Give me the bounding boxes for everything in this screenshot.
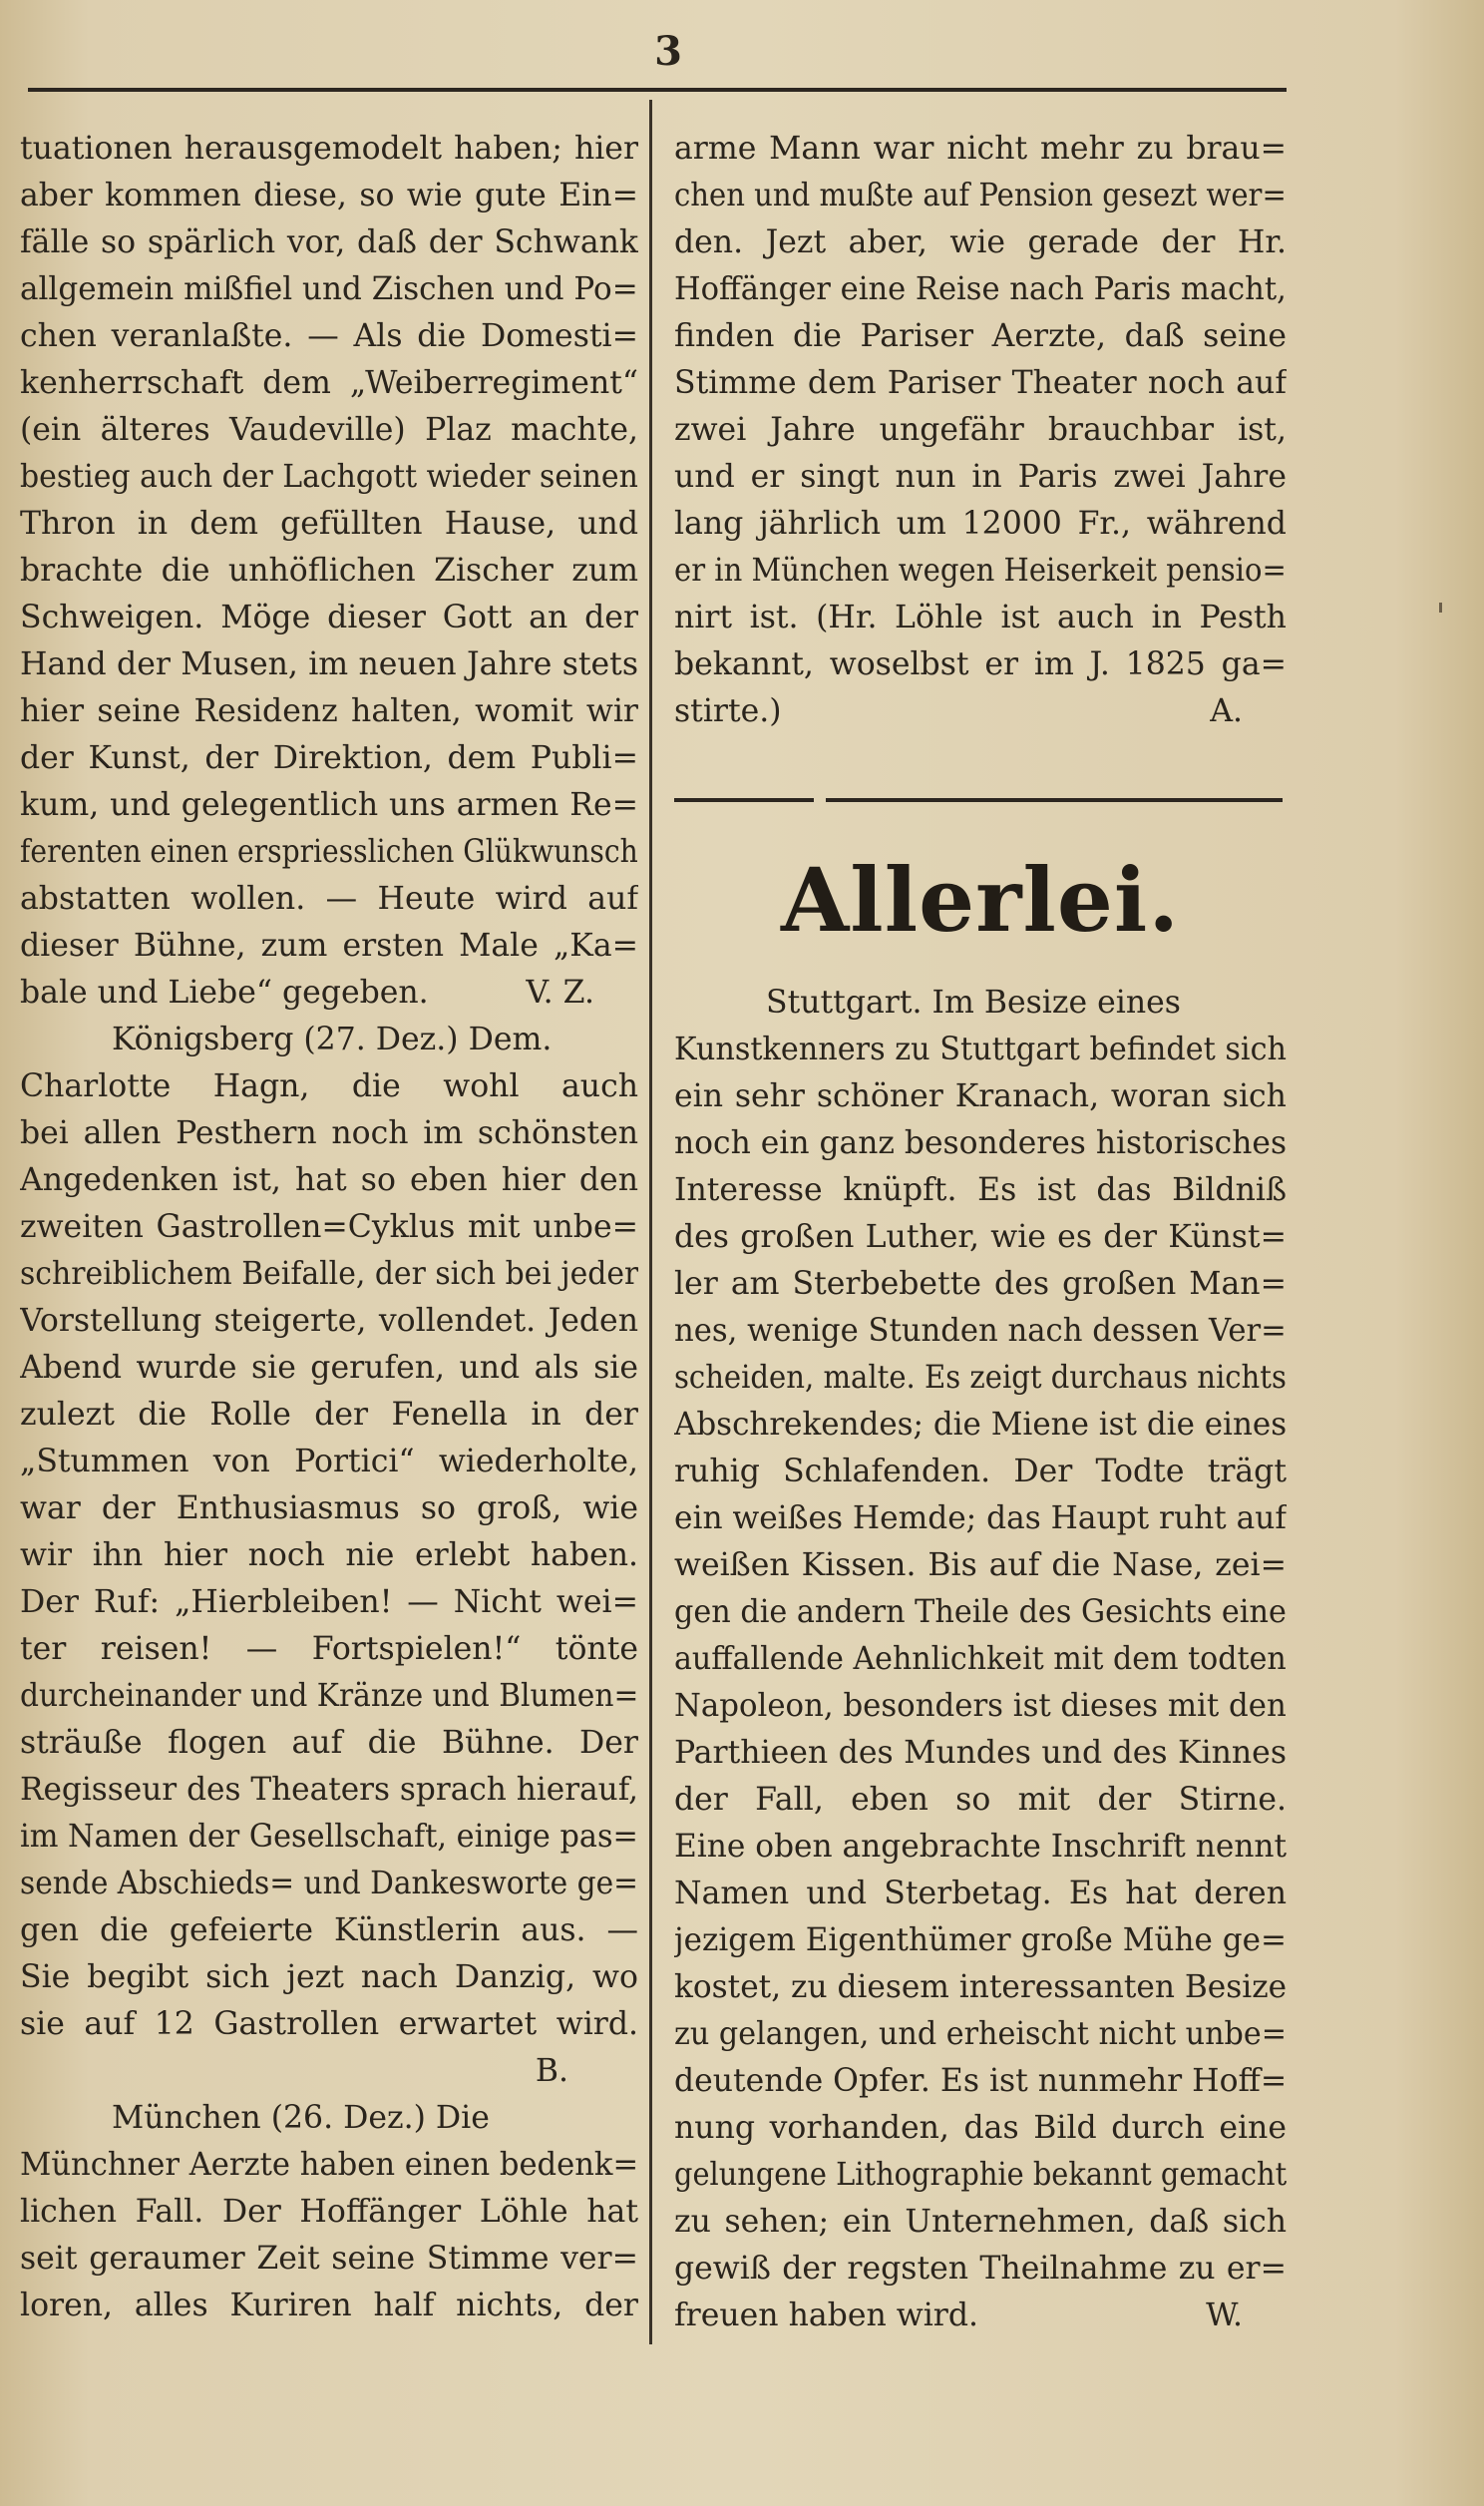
text-line: Hoffänger eine Reise nach Paris macht,	[674, 271, 1287, 307]
text-line: durcheinander und Kränze und Blumen=	[20, 1678, 638, 1714]
section-divider	[674, 798, 1283, 804]
right-column	[674, 126, 1287, 735]
text-line: allgemein mißfiel und Zischen und Po=	[20, 271, 638, 307]
text-line: deutende Opfer. Es ist nunmehr Hoff=	[674, 2063, 1287, 2099]
text-line: Angedenken ist, hat so eben hier den	[20, 1162, 638, 1198]
text-line: noch ein ganz besonderes historisches	[674, 1125, 1287, 1161]
text-line: Hand der Musen, im neuen Jahre stets	[20, 646, 638, 682]
text-line: gelungene Lithographie bekannt gemacht	[674, 2157, 1287, 2193]
text-line: Stimme dem Pariser Theater noch auf	[674, 365, 1287, 401]
dateline: Stuttgart. Im Besize eines	[766, 985, 1181, 1021]
text-line: chen und mußte auf Pension gesezt wer=	[674, 178, 1287, 213]
dateline: Königsberg (27. Dez.) Dem.	[112, 1022, 553, 1057]
page-number: 3	[654, 28, 682, 75]
text-line: zu gelangen, und erheischt nicht unbe=	[674, 2016, 1287, 2052]
text-line: lang jährlich um 12000 Fr., während	[674, 506, 1287, 542]
text-fragment: stirte.)	[674, 693, 782, 729]
text-line: wir ihn hier noch nie erlebt haben.	[20, 1537, 638, 1573]
text-fragment: freuen haben wird.	[674, 2297, 979, 2333]
text-line: Vorstellung steigerte, vollendet. Jeden	[20, 1303, 638, 1339]
text-line: der Fall, eben so mit der Stirne.	[674, 1782, 1287, 1818]
text-line: Sie begibt sich jezt nach Danzig, wo	[20, 1959, 638, 1995]
text-line: gen die andern Theile des Gesichts eine	[674, 1594, 1287, 1630]
text-line: gewiß der regsten Theilnahme zu er=	[674, 2251, 1287, 2287]
text-line: arme Mann war nicht mehr zu brau=	[674, 131, 1287, 167]
theater-report-continued	[20, 126, 638, 1017]
text-line: den. Jezt aber, wie gerade der Hr.	[674, 224, 1287, 260]
text-line: Parthieen des Mundes und des Kinnes	[674, 1735, 1287, 1771]
text-line: ein weißes Hemde; das Haupt ruht auf	[674, 1500, 1287, 1536]
text-line: „Stummen von Portici“ wiederholte,	[20, 1444, 638, 1479]
text-line: hier seine Residenz halten, womit wir	[20, 693, 638, 729]
text-line: dieser Bühne, zum ersten Male „Ka=	[20, 928, 638, 964]
text-line-with-signature	[674, 2293, 1287, 2339]
koenigsberg-report	[20, 1017, 638, 2095]
text-line: bestieg auch der Lachgott wieder seinen	[20, 459, 638, 495]
divider-segment	[826, 798, 1283, 802]
stuttgart-report	[674, 980, 1287, 2339]
text-line: des großen Luther, wie es der Künst=	[674, 1219, 1287, 1255]
text-line: fälle so spärlich vor, daß der Schwank	[20, 224, 638, 260]
text-line: weißen Kissen. Bis auf die Nase, zei=	[674, 1547, 1287, 1583]
text-line: seit geraumer Zeit seine Stimme ver=	[20, 2241, 638, 2277]
text-fragment: bale und Liebe“ gegeben.	[20, 975, 429, 1011]
text-line: nung vorhanden, das Bild durch eine	[674, 2110, 1287, 2146]
text-line: brachte die unhöflichen Zischer zum	[20, 553, 638, 589]
text-line: gen die gefeierte Künstlerin aus. —	[20, 1912, 638, 1948]
text-line: aber kommen diese, so wie gute Ein=	[20, 178, 638, 213]
text-line: finden die Pariser Aerzte, daß seine	[674, 318, 1287, 354]
text-line: zu sehen; ein Unternehmen, daß sich	[674, 2204, 1287, 2240]
text-line: bekannt, woselbst er im J. 1825 ga=	[674, 646, 1287, 682]
text-line: zwei Jahre ungefähr brauchbar ist,	[674, 412, 1287, 448]
text-line: ein sehr schöner Kranach, woran sich	[674, 1078, 1287, 1114]
text-line: kostet, zu diesem interessanten Besize	[674, 1969, 1287, 2005]
text-line: Thron in dem gefüllten Hause, und	[20, 506, 638, 542]
text-line: er in München wegen Heiserkeit pensio=	[674, 553, 1287, 589]
text-line: war der Enthusiasmus so groß, wie	[20, 1490, 638, 1526]
dateline: München (26. Dez.) Die	[112, 2100, 490, 2136]
divider-segment	[674, 798, 814, 802]
text-line: lichen Fall. Der Hoffänger Löhle hat	[20, 2194, 638, 2230]
text-line: sie auf 12 Gastrollen erwartet wird.	[20, 2006, 638, 2042]
header-rule	[28, 88, 1287, 92]
text-line: abstatten wollen. — Heute wird auf	[20, 881, 638, 917]
text-line: schreiblichem Beifalle, der sich bei jeder	[20, 1256, 638, 1292]
paper-speck	[1439, 603, 1442, 613]
text-line: chen veranlaßte. — Als die Domesti=	[20, 318, 638, 354]
text-line: Eine oben angebrachte Inschrift nennt	[674, 1829, 1287, 1865]
text-line: sende Abschieds= und Dankesworte ge=	[20, 1866, 638, 1901]
text-line: Napoleon, besonders ist dieses mit den	[674, 1688, 1287, 1724]
text-line: Schweigen. Möge dieser Gott an der	[20, 600, 638, 635]
text-line: Regisseur des Theaters sprach hierauf,	[20, 1772, 638, 1808]
text-line: (ein älteres Vaudeville) Plaz machte,	[20, 412, 638, 448]
text-line: ler am Sterbebette des großen Man=	[674, 1266, 1287, 1302]
author-signature: A.	[1210, 693, 1243, 729]
text-line-with-signature	[674, 688, 1287, 735]
author-signature: B.	[535, 2053, 568, 2089]
text-line: im Namen der Gesellschaft, einige pas=	[20, 1819, 638, 1855]
text-line: Abend wurde sie gerufen, und als sie	[20, 1350, 638, 1386]
muenchen-report	[20, 2095, 638, 2329]
text-line: Interesse knüpft. Es ist das Bildniß	[674, 1172, 1287, 1208]
text-line: ferenten einen erspriesslichen Glükwunsch	[20, 834, 638, 870]
text-line: und er singt nun in Paris zwei Jahre	[674, 459, 1287, 495]
text-line: zweiten Gastrollen=Cyklus mit unbe=	[20, 1209, 638, 1245]
author-signature: W.	[1206, 2297, 1243, 2333]
text-line: auffallende Aehnlichkeit mit dem todten	[674, 1641, 1287, 1677]
text-line: ruhig Schlafenden. Der Todte trägt	[674, 1454, 1287, 1489]
text-line: tuationen herausgemodelt haben; hier	[20, 131, 638, 167]
text-line: Kunstkenners zu Stuttgart befindet sich	[674, 1032, 1287, 1067]
text-line: sträuße flogen auf die Bühne. Der	[20, 1725, 638, 1761]
left-column	[20, 126, 638, 2329]
text-line: Charlotte Hagn, die wohl auch	[20, 1068, 638, 1104]
text-line: Namen und Sterbetag. Es hat deren	[674, 1876, 1287, 1911]
text-line: loren, alles Kuriren half nichts, der	[20, 2288, 638, 2323]
text-line: kum, und gelegentlich uns armen Re=	[20, 787, 638, 823]
text-line: Münchner Aerzte haben einen bedenk=	[20, 2147, 638, 2183]
text-line: scheiden, malte. Es zeigt durchaus nichts	[674, 1360, 1287, 1396]
text-line: der Kunst, der Direktion, dem Publi=	[20, 740, 638, 776]
muenchen-report-continued	[674, 126, 1287, 735]
author-signature: V. Z.	[526, 975, 594, 1011]
text-line: Abschrekendes; die Miene ist die eines	[674, 1407, 1287, 1443]
text-line: jezigem Eigenthümer große Mühe ge=	[674, 1922, 1287, 1958]
section-heading: Allerlei.	[781, 848, 1180, 952]
text-line-with-signature	[20, 970, 638, 1017]
text-line: Der Ruf: „Hierbleiben! — Nicht wei=	[20, 1584, 638, 1620]
text-line: zulezt die Rolle der Fenella in der	[20, 1397, 638, 1433]
text-line: nes, wenige Stunden nach dessen Ver=	[674, 1313, 1287, 1349]
column-divider	[649, 100, 652, 2344]
text-line: kenherrschaft dem „Weiberregiment“	[20, 365, 638, 401]
text-line: bei allen Pesthern noch im schönsten	[20, 1115, 638, 1151]
text-line: nirt ist. (Hr. Löhle ist auch in Pesth	[674, 600, 1287, 635]
text-line: ter reisen! — Fortspielen!“ tönte	[20, 1631, 638, 1667]
